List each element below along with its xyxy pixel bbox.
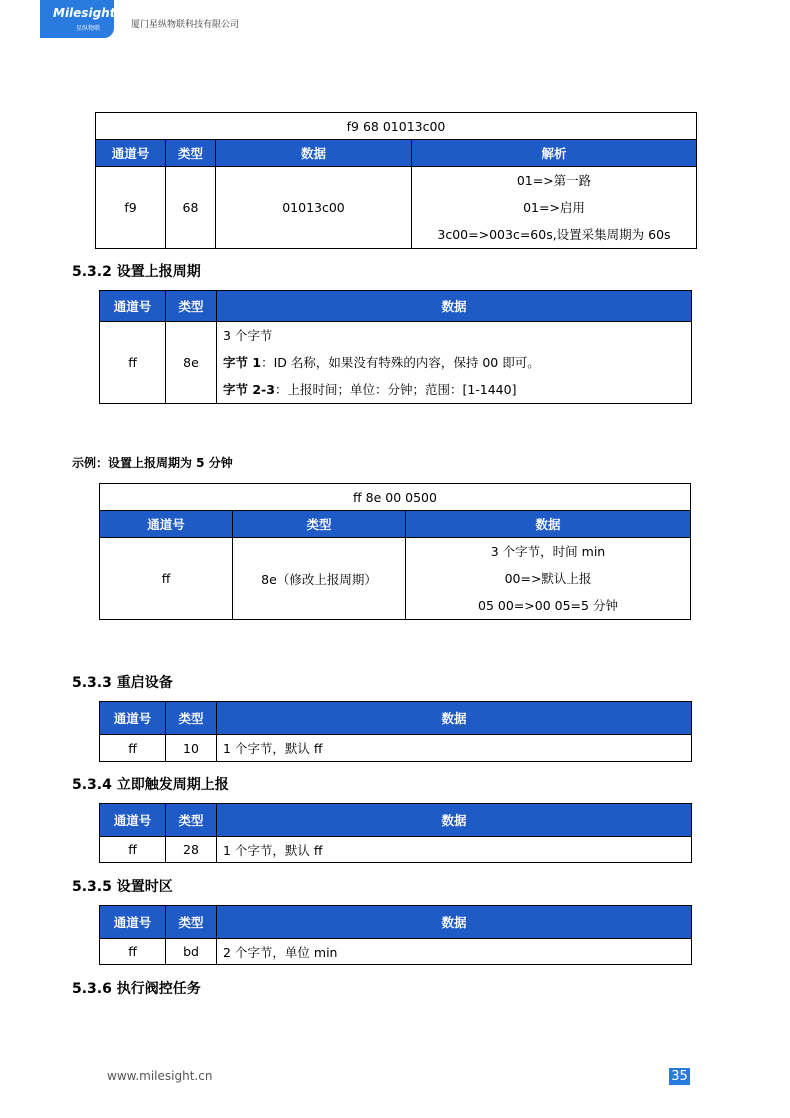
header-type: 类型 [166, 291, 217, 322]
table-example [99, 483, 691, 620]
header-type: 类型 [166, 804, 217, 837]
cell-data: 1 个字节，默认 ff [217, 837, 692, 863]
data-line [223, 349, 687, 376]
header-data: 数据 [406, 511, 691, 538]
header-type: 类型 [166, 702, 217, 735]
header-type: 类型 [166, 140, 216, 167]
brand-logo [40, 0, 114, 38]
section-heading-5-3-4: 5.3.4 立即触发周期上报 [72, 777, 229, 793]
table-row [100, 939, 692, 965]
data-line [223, 376, 687, 403]
cell-data: 1 个字节，默认 ff [217, 735, 692, 762]
table-row [100, 837, 692, 863]
table-trigger-report [99, 803, 692, 863]
section-heading-5-3-3: 5.3.3 重启设备 [72, 675, 173, 691]
table-timezone [99, 905, 692, 965]
section-heading-5-3-5: 5.3.5 设置时区 [72, 879, 173, 895]
cell-data: 01013c00 [216, 167, 412, 249]
cell-type: 10 [166, 735, 217, 762]
header-data: 数据 [217, 906, 692, 939]
data-line: 3 个字节，时间 min [490, 544, 606, 559]
cell-type: bd [166, 939, 217, 965]
section-heading-5-3-2: 5.3.2 设置上报周期 [72, 264, 201, 280]
header-channel: 通道号 [100, 291, 166, 322]
company-name: 厦门星纵物联科技有限公司 [131, 20, 240, 30]
table-row [100, 322, 692, 404]
header-data: 数据 [217, 291, 692, 322]
table-title: f9 68 01013c00 [96, 113, 697, 140]
analysis-line: 01=>启用 [523, 200, 585, 215]
table-reboot [99, 701, 692, 762]
header-data: 数据 [217, 804, 692, 837]
cell-analysis [412, 167, 697, 249]
cell-type: 8e [166, 322, 217, 404]
cell-channel: ff [100, 735, 166, 762]
header-channel: 通道号 [100, 702, 166, 735]
cell-data [217, 322, 692, 404]
table-report-period [99, 290, 692, 404]
cell-type: 28 [166, 837, 217, 863]
header-channel: 通道号 [100, 906, 166, 939]
table-title: ff 8e 00 0500 [100, 484, 691, 511]
header-data: 数据 [216, 140, 412, 167]
header-type: 类型 [166, 906, 217, 939]
data-line: 3 个字节 [223, 328, 273, 343]
footer-url: www.milesight.cn [107, 1069, 213, 1083]
brand-subtitle: 星纵物联 [76, 25, 101, 32]
section-heading-5-3-6: 5.3.6 执行阀控任务 [72, 981, 201, 997]
cell-data [406, 538, 691, 620]
cell-channel: ff [100, 538, 233, 620]
analysis-line: 3c00=>003c=60s,设置采集周期为 60s [437, 227, 671, 242]
cell-channel: ff [100, 939, 166, 965]
header-type: 类型 [233, 511, 406, 538]
analysis-line: 01=>第一路 [516, 173, 592, 188]
cell-data: 2 个字节，单位 min [217, 939, 692, 965]
data-line: 00=>默认上报 [504, 571, 592, 586]
header-channel: 通道号 [100, 511, 233, 538]
table-row [100, 538, 691, 620]
header-data: 数据 [217, 702, 692, 735]
byte-description: ：ID 名称，如果没有特殊的内容，保持 00 即可。 [261, 355, 540, 370]
cell-channel: f9 [96, 167, 166, 249]
brand-name: Milesight [53, 6, 116, 20]
cell-type: 8e（修改上报周期） [233, 538, 406, 620]
table-row [100, 735, 692, 762]
header-channel: 通道号 [96, 140, 166, 167]
header-channel: 通道号 [100, 804, 166, 837]
byte-description: ：上报时间；单位：分钟；范围：[1-1440] [274, 382, 517, 397]
cell-channel: ff [100, 322, 166, 404]
data-line: 05 00=>00 05=5 分钟 [478, 598, 618, 613]
table-row [96, 167, 697, 249]
cell-type: 68 [166, 167, 216, 249]
page-number: 35 [669, 1068, 690, 1085]
header-analysis: 解析 [412, 140, 697, 167]
table-f9-command [95, 112, 697, 249]
example-heading: 示例：设置上报周期为 5 分钟 [72, 456, 233, 470]
byte-label: 字节 1 [223, 355, 262, 370]
cell-channel: ff [100, 837, 166, 863]
byte-label: 字节 2-3 [223, 382, 275, 397]
